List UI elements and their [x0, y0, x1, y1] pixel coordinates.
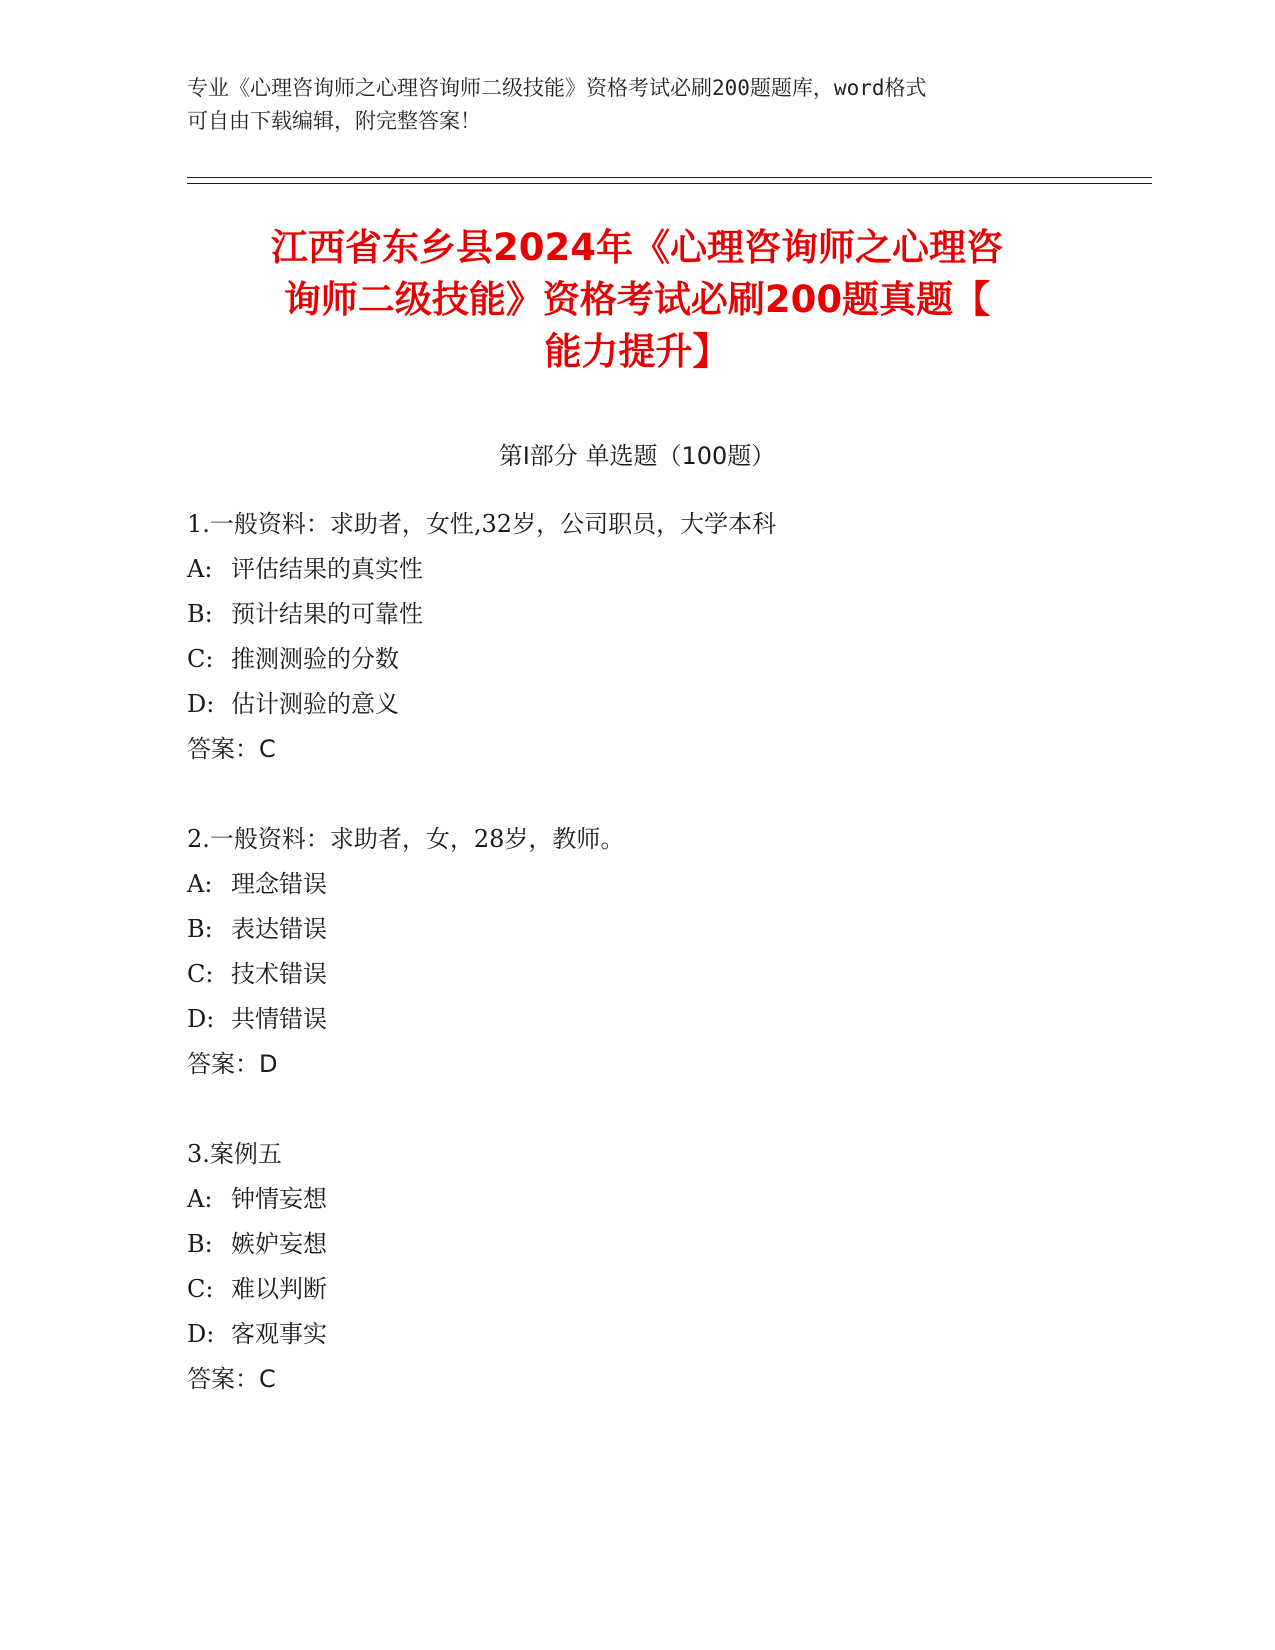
- option-text: 客观事实: [231, 1320, 327, 1348]
- title-line-1: 江西省东乡县2024年《心理咨询师之心理咨: [271, 226, 1003, 269]
- header-note-line-1: 专业《心理咨询师之心理咨询师二级技能》资格考试必刷200题题库，word格式: [187, 76, 927, 100]
- option-text: 共情错误: [231, 1005, 327, 1033]
- question-1: [187, 502, 1087, 772]
- title-line-3: 能力提升】: [544, 330, 730, 373]
- option-d: [187, 1312, 1087, 1357]
- option-d: [187, 682, 1087, 727]
- question-3: [187, 1132, 1087, 1402]
- header-note-line-2: 可自由下载编辑，附完整答案！: [187, 109, 481, 133]
- option-c: [187, 637, 1087, 682]
- option-key: D:: [187, 1005, 215, 1033]
- option-text: 推测测验的分数: [231, 645, 399, 673]
- option-a: [187, 862, 1087, 907]
- option-key: A:: [187, 555, 213, 583]
- option-c: [187, 952, 1087, 997]
- question-stem: 1.一般资料：求助者，女性,32岁，公司职员，大学本科: [187, 510, 777, 538]
- header-note: [187, 72, 1087, 138]
- answer: 答案：C: [187, 735, 276, 763]
- document-title: [187, 222, 1087, 378]
- option-text: 嫉妒妄想: [231, 1230, 327, 1258]
- option-text: 理念错误: [231, 870, 327, 898]
- option-text: 钟情妄想: [231, 1185, 327, 1213]
- section-heading: 第Ⅰ部分 单选题（100题）: [498, 442, 776, 470]
- title-line-2: 询师二级技能》资格考试必刷200题真题【: [283, 278, 991, 321]
- option-b: [187, 592, 1087, 637]
- option-a: [187, 547, 1087, 592]
- answer: 答案：C: [187, 1365, 276, 1393]
- option-text: 技术错误: [231, 960, 327, 988]
- option-b: [187, 1222, 1087, 1267]
- answer: 答案：D: [187, 1050, 278, 1078]
- option-text: 难以判断: [231, 1275, 327, 1303]
- option-key: C:: [187, 645, 214, 673]
- option-text: 表达错误: [231, 915, 327, 943]
- option-key: B:: [187, 600, 213, 628]
- question-2: [187, 817, 1087, 1087]
- question-stem: 3.案例五: [187, 1140, 282, 1168]
- option-key: A:: [187, 870, 213, 898]
- option-key: C:: [187, 1275, 214, 1303]
- option-key: D:: [187, 1320, 215, 1348]
- option-text: 估计测验的意义: [231, 690, 399, 718]
- option-a: [187, 1177, 1087, 1222]
- option-key: B:: [187, 1230, 213, 1258]
- option-d: [187, 997, 1087, 1042]
- header-divider-bottom: [187, 183, 1152, 184]
- option-c: [187, 1267, 1087, 1312]
- option-text: 预计结果的可靠性: [231, 600, 423, 628]
- option-key: C:: [187, 960, 214, 988]
- option-key: D:: [187, 690, 215, 718]
- question-stem: 2.一般资料：求助者，女，28岁，教师。: [187, 825, 625, 853]
- option-b: [187, 907, 1087, 952]
- option-key: B:: [187, 915, 213, 943]
- option-text: 评估结果的真实性: [231, 555, 423, 583]
- header-divider-top: [187, 177, 1152, 178]
- option-key: A:: [187, 1185, 213, 1213]
